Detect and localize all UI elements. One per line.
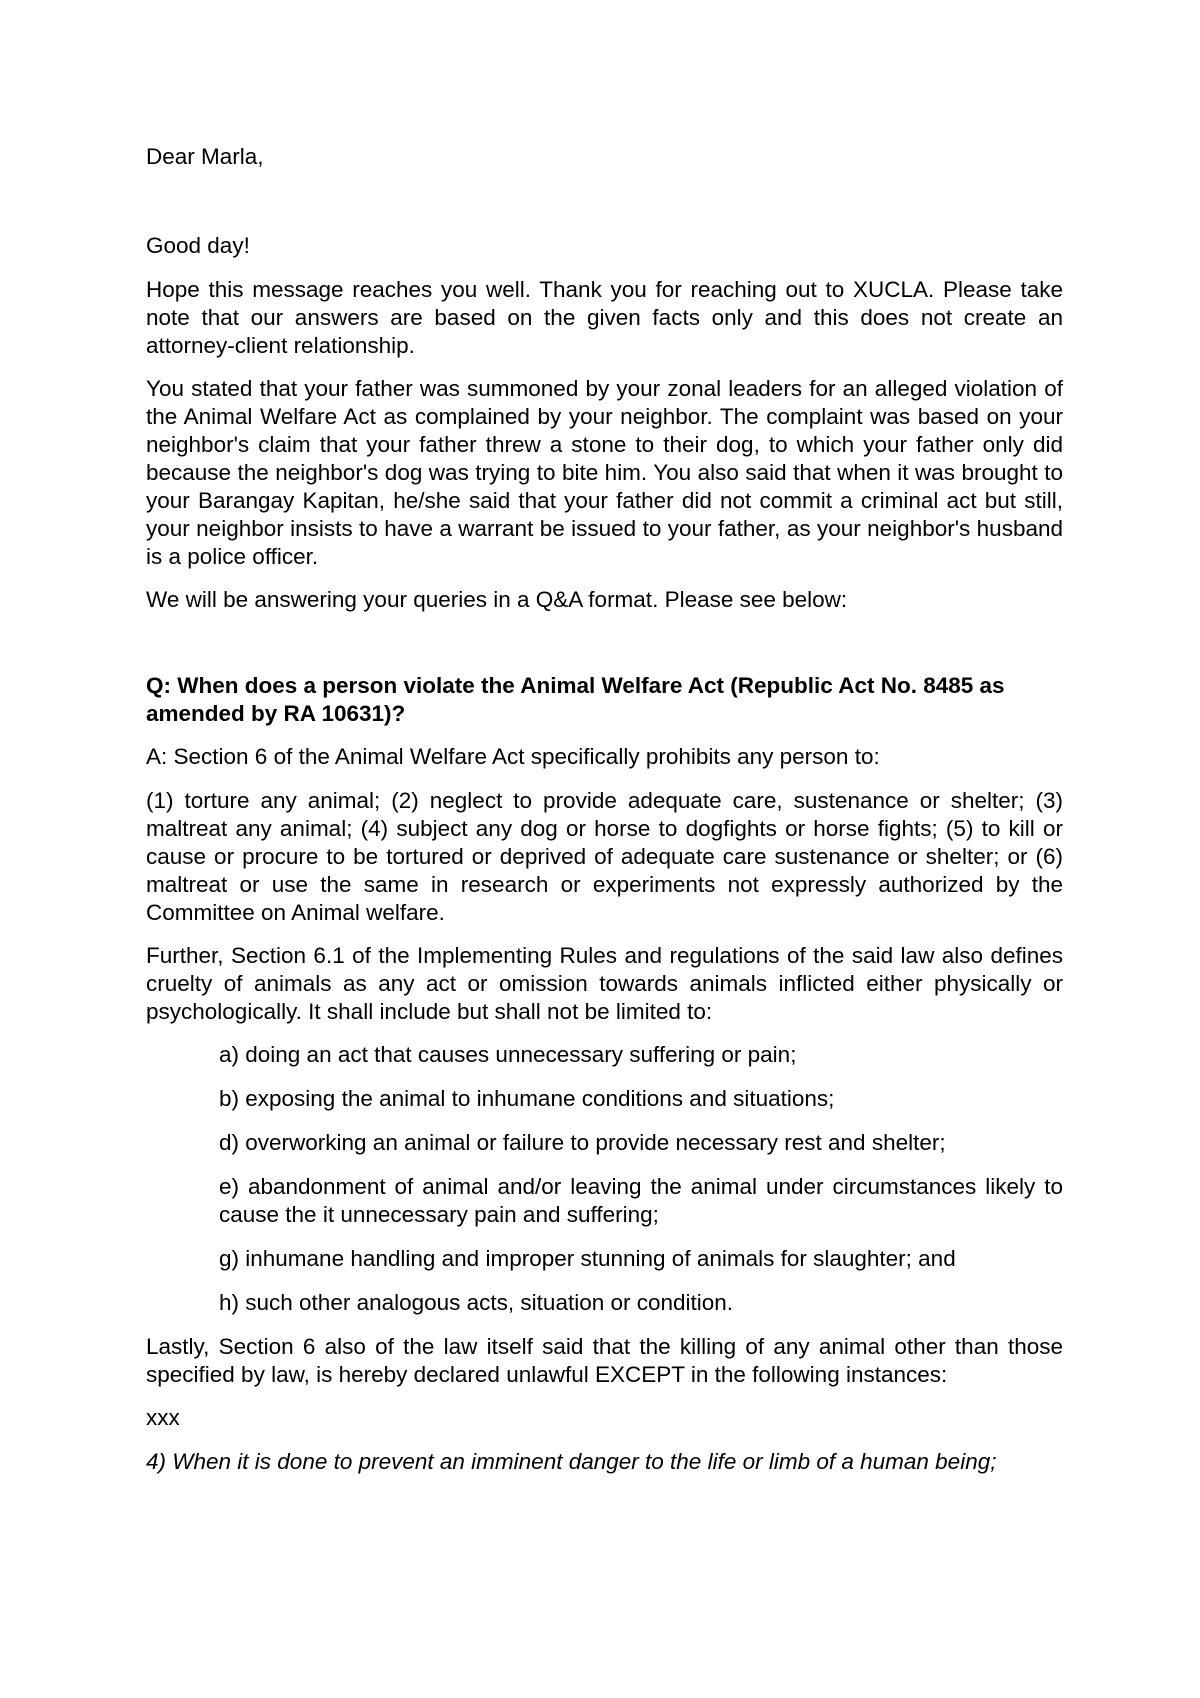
answer-intro: A: Section 6 of the Animal Welfare Act specifically prohibits any person to: — [146, 744, 880, 769]
list-item: b) exposing the animal to inhumane conditions and situations; — [219, 1086, 835, 1111]
letter-body — [146, 143, 1063, 1476]
list-item: a) doing an act that causes unnecessary suffering or pain; — [219, 1042, 797, 1067]
prohibited-acts-paragraph: (1) torture any animal; (2) neglect to provide adequate care, sustenance or shelter; (3) maltreat any animal; (4) subject any dog or horse to dogfights or horse fights; (5) to kill or cause or procure to be tortured or deprived of adequate care sustenance or shelter; or (6) maltreat or use the same in research or experiments not expressly authorized by the Committee on Animal welfare. — [146, 788, 1063, 925]
facts-paragraph: You stated that your father was summoned by your zonal leaders for an alleged violation of the Animal Welfare Act as complained by your neighbor. The complaint was based on your neighbor's claim that your father threw a stone to their dog, to which your father only did because the neighbor's dog was trying to bite him. You also said that when it was brought to your Barangay Kapitan, he/she said that your father did not commit a criminal act but still, your neighbor insists to have a warrant be issued to your father, as your neighbor's husband is a police officer. — [146, 376, 1063, 569]
question-heading: Q: When does a person violate the Animal Welfare Act (Republic Act No. 8485 as amended by RA 10631)? — [146, 673, 1005, 726]
qa-format-paragraph: We will be answering your queries in a Q&A format. Please see below: — [146, 587, 848, 612]
list-item: e) abandonment of animal and/or leaving the animal under circumstances likely to cause the it unnecessary pain and suffering; — [219, 1174, 1063, 1227]
omission-marker: xxx — [146, 1405, 180, 1430]
list-item: g) inhumane handling and improper stunning of animals for slaughter; and — [219, 1246, 956, 1271]
lastly-paragraph: Lastly, Section 6 also of the law itself said that the killing of any animal other than those specified by law, is hereby declared unlawful EXCEPT in the following instances: — [146, 1334, 1063, 1387]
exception-item-4: 4) When it is done to prevent an imminent danger to the life or limb of a human being; — [146, 1449, 997, 1474]
greeting: Good day! — [146, 233, 250, 258]
list-item: d) overworking an animal or failure to provide necessary rest and shelter; — [219, 1130, 946, 1155]
intro-paragraph: Hope this message reaches you well. Thank you for reaching out to XUCLA. Please take note that our answers are based on the given facts only and this does not create an attorney-client relationship. — [146, 277, 1063, 358]
list-item: h) such other analogous acts, situation or condition. — [219, 1290, 734, 1315]
salutation: Dear Marla, — [146, 144, 264, 169]
further-paragraph: Further, Section 6.1 of the Implementing Rules and regulations of the said law also defines cruelty of animals as any act or omission towards animals inflicted either physically or psychologically. It shall include but shall not be limited to: — [146, 943, 1063, 1024]
